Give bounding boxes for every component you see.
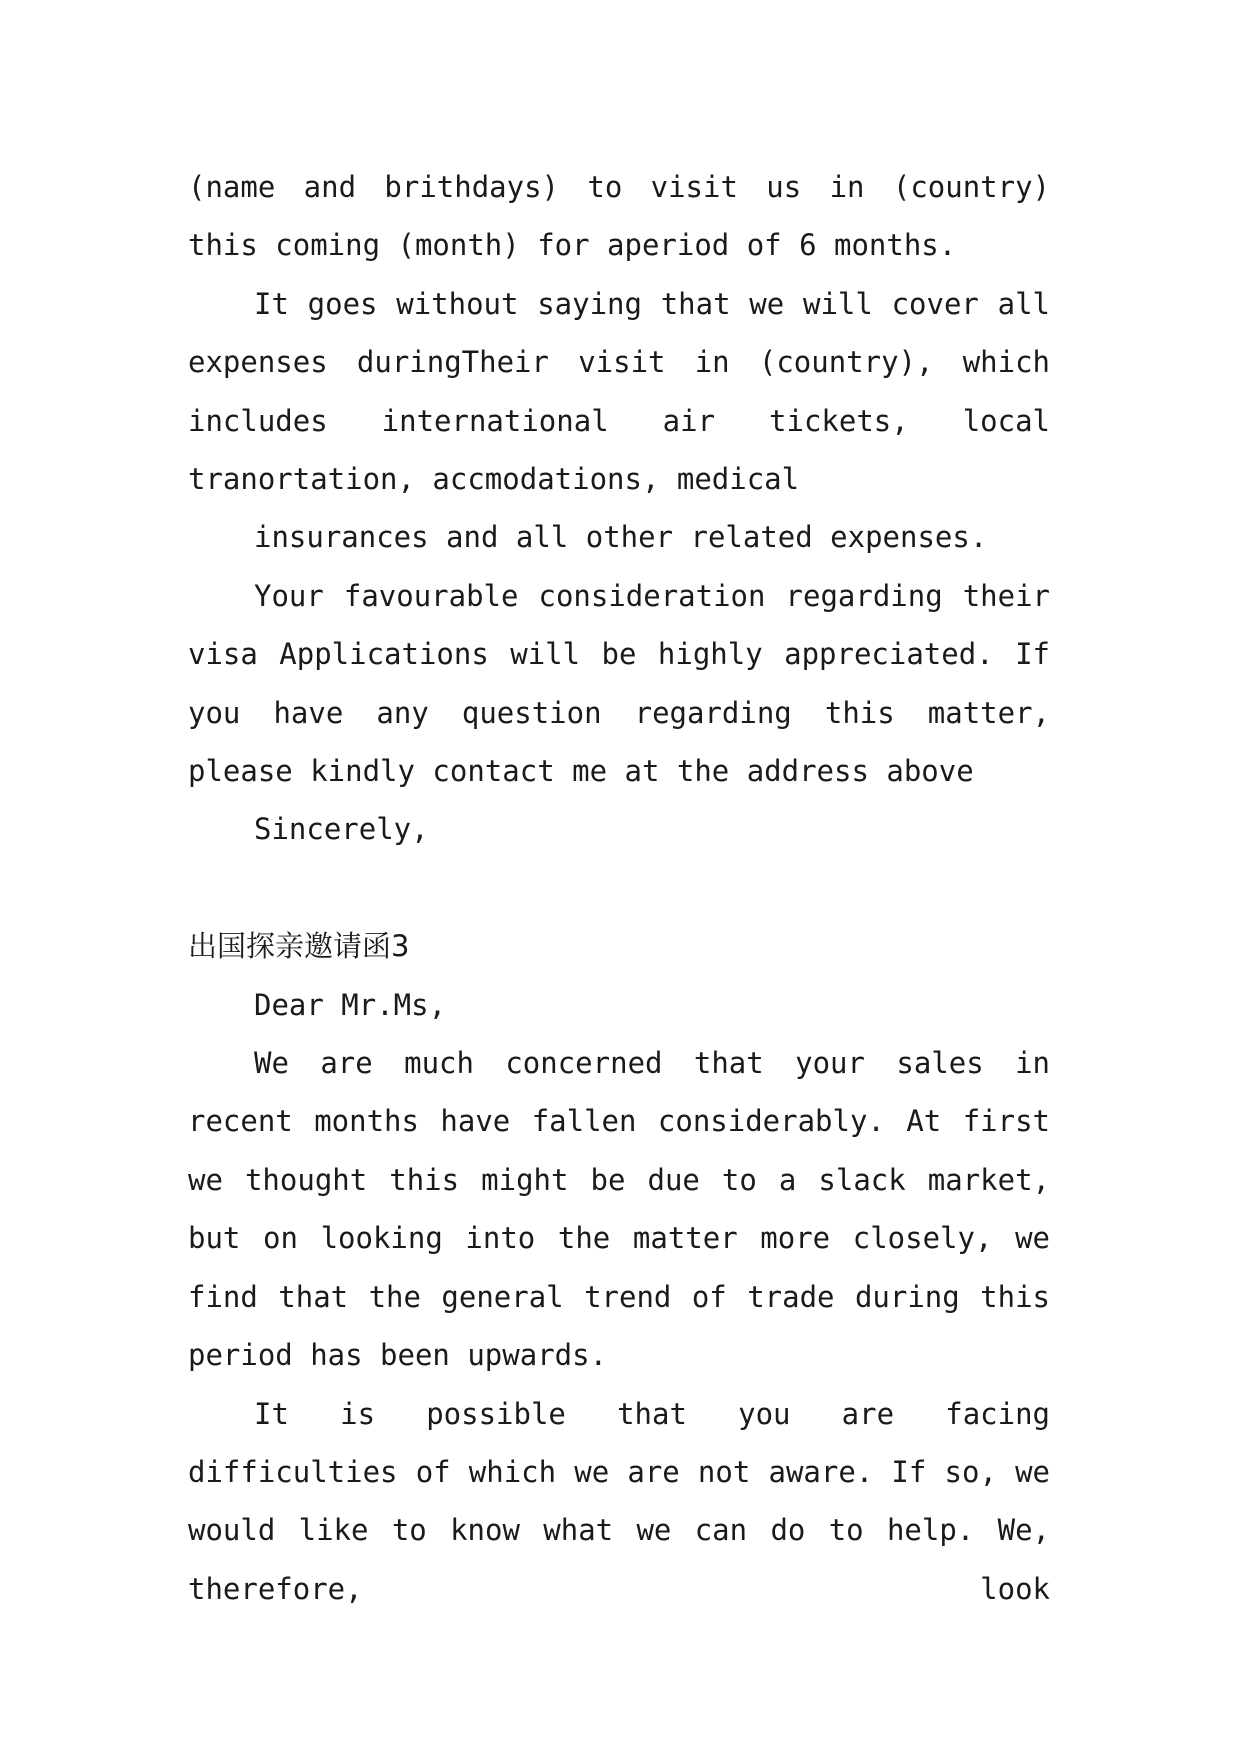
- paragraph-expenses-continued: insurances and all other related expenses.: [254, 520, 988, 555]
- section-title: 出国探亲邀请函3: [188, 929, 410, 964]
- paragraph-consideration: Your favourable consideration regarding their visa Applications will be highly appreciated. If you have any question regarding this matter, please kindly contact me at the address above: [188, 578, 1050, 789]
- paragraph-sales-concern: We are much concerned that your sales in recent months have fallen considerably. At first we thought this might be due to a slack market, but on looking into the matter more closely, we find that the general trend of trade during this period has been upwards.: [188, 1046, 1050, 1373]
- paragraph-expenses: It goes without saying that we will cover all expenses duringTheir visit in (country), which includes international air tickets, local tranortation, accmodations, medical: [188, 286, 1050, 497]
- paragraph-visit-details: (name and brithdays) to visit us in (country) this coming (month) for aperiod of 6 months.: [188, 170, 1050, 263]
- salutation: Dear Mr.Ms,: [254, 987, 447, 1022]
- letter-body: [188, 158, 1050, 1618]
- section-spacer: [188, 859, 1050, 917]
- paragraph-difficulties: It is possible that you are facing difficulties of which we are not aware. If so, we would like to know what we can do to help. We, therefore, look: [188, 1396, 1050, 1606]
- closing-sincerely: Sincerely,: [254, 812, 429, 847]
